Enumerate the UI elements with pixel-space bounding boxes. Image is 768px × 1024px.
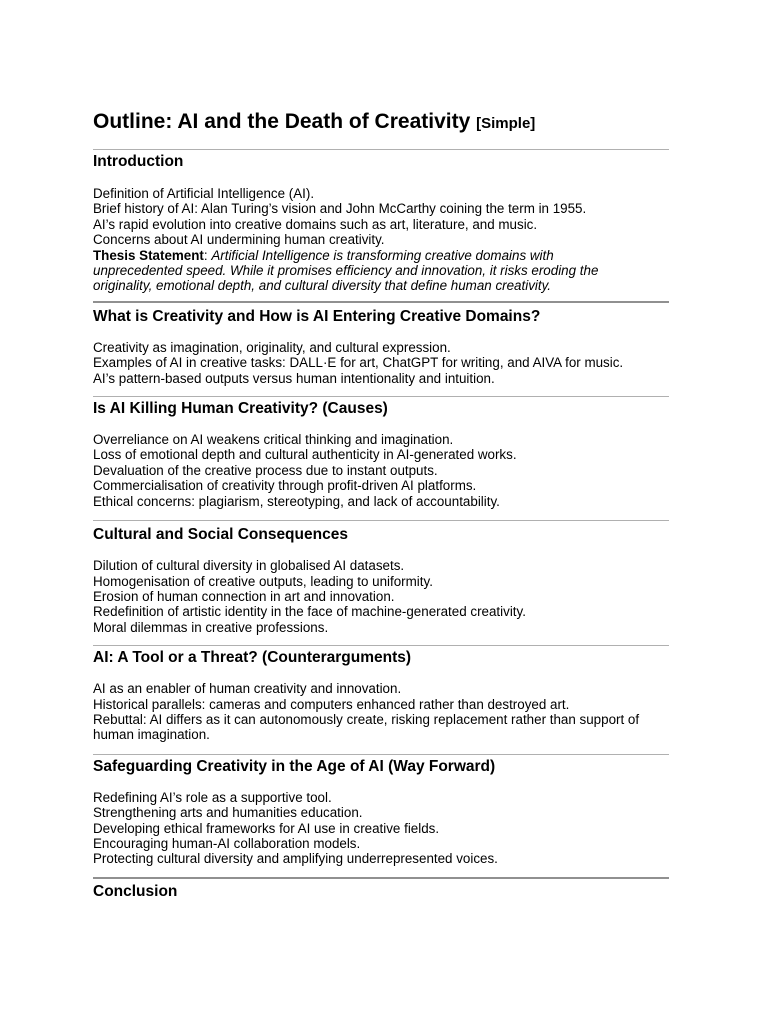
thesis-colon: : (203, 247, 212, 263)
outline-line: Redefinition of artistic identity in the face of machine-generated creativity. (93, 604, 526, 620)
outline-line: Loss of emotional depth and cultural authenticity in AI-generated works. (93, 447, 517, 463)
outline-line: AI as an enabler of human creativity and innovation. (93, 681, 402, 697)
outline-line: Definition of Artificial Intelligence (AI). (93, 186, 315, 201)
document-title-text: Outline: AI and the Death of Creativity (93, 110, 471, 133)
section-heading: Introduction (93, 153, 184, 170)
section-heading: What is Creativity and How is AI Entering Creative Domains? (93, 307, 541, 325)
outline-line: Dilution of cultural diversity in globalised AI datasets. (93, 558, 405, 574)
outline-line: Redefining AI’s role as a supportive tool. (93, 789, 332, 805)
section-creativity-domains (93, 306, 673, 386)
document-title-tag: [Simple] (476, 115, 536, 132)
divider (93, 149, 669, 150)
document-page (93, 108, 673, 903)
outline-line: Brief history of AI: Alan Turing’s vision and John McCarthy coining the term in 1955. (93, 201, 587, 217)
section-causes (93, 398, 673, 509)
divider (93, 520, 669, 521)
outline-line: Erosion of human connection in art and innovation. (93, 588, 395, 604)
outline-line: Moral dilemmas in creative professions. (93, 619, 329, 635)
outline-line: Strengthening arts and humanities education. (93, 805, 363, 821)
thesis-statement (93, 248, 673, 263)
section-introduction (93, 151, 673, 294)
divider (93, 877, 669, 879)
section-conclusion (93, 881, 673, 903)
section-heading: Safeguarding Creativity in the Age of AI (Way Forward) (93, 757, 496, 775)
thesis-text-line: originality, emotional depth, and cultural diversity that define human creativity. (93, 278, 552, 294)
outline-line: Devaluation of the creative process due to instant outputs. (93, 462, 438, 478)
outline-line: Creativity as imagination, originality, and cultural expression. (93, 339, 451, 355)
section-heading: Cultural and Social Consequences (93, 526, 348, 544)
outline-line: Rebuttal: AI differs as it can autonomously create, risking replacement rather than support of human imagination. (93, 711, 640, 743)
section-counterarguments (93, 647, 673, 743)
outline-line: Overreliance on AI weakens critical thinking and imagination. (93, 432, 454, 448)
outline-line: Examples of AI in creative tasks: DALL·E for art, ChatGPT for writing, and AIVA for music. (93, 355, 624, 371)
divider (93, 396, 669, 397)
outline-line: Encouraging human-AI collaboration models. (93, 835, 361, 851)
outline-line: Developing ethical frameworks for AI use in creative fields. (93, 820, 440, 836)
section-heading: Conclusion (93, 882, 178, 900)
section-way-forward (93, 756, 673, 867)
outline-line: Protecting cultural diversity and amplifying underrepresented voices. (93, 851, 498, 867)
section-heading: AI: A Tool or a Threat? (Counterarguments) (93, 649, 412, 667)
outline-line: Historical parallels: cameras and computers enhanced rather than destroyed art. (93, 696, 570, 712)
thesis-text: Artificial Intelligence is transforming creative domains with (211, 247, 554, 263)
divider (93, 301, 669, 303)
thesis-label: Thesis Statement (93, 247, 204, 263)
divider (93, 754, 669, 755)
section-heading: Is AI Killing Human Creativity? (Causes) (93, 400, 388, 418)
outline-line: Concerns about AI undermining human creativity. (93, 232, 385, 248)
divider (93, 645, 669, 646)
outline-line: Commercialisation of creativity through profit-driven AI platforms. (93, 478, 477, 494)
thesis-text-line: unprecedented speed. While it promises efficiency and innovation, it risks eroding the (93, 263, 599, 279)
document-title (93, 108, 673, 138)
outline-line: Homogenisation of creative outputs, leading to uniformity. (93, 573, 433, 589)
section-consequences (93, 524, 673, 635)
outline-line: AI’s pattern-based outputs versus human intentionality and intuition. (93, 370, 495, 386)
outline-line: Ethical concerns: plagiarism, stereotyping, and lack of accountability. (93, 493, 500, 509)
outline-line: AI’s rapid evolution into creative domains such as art, literature, and music. (93, 216, 538, 232)
